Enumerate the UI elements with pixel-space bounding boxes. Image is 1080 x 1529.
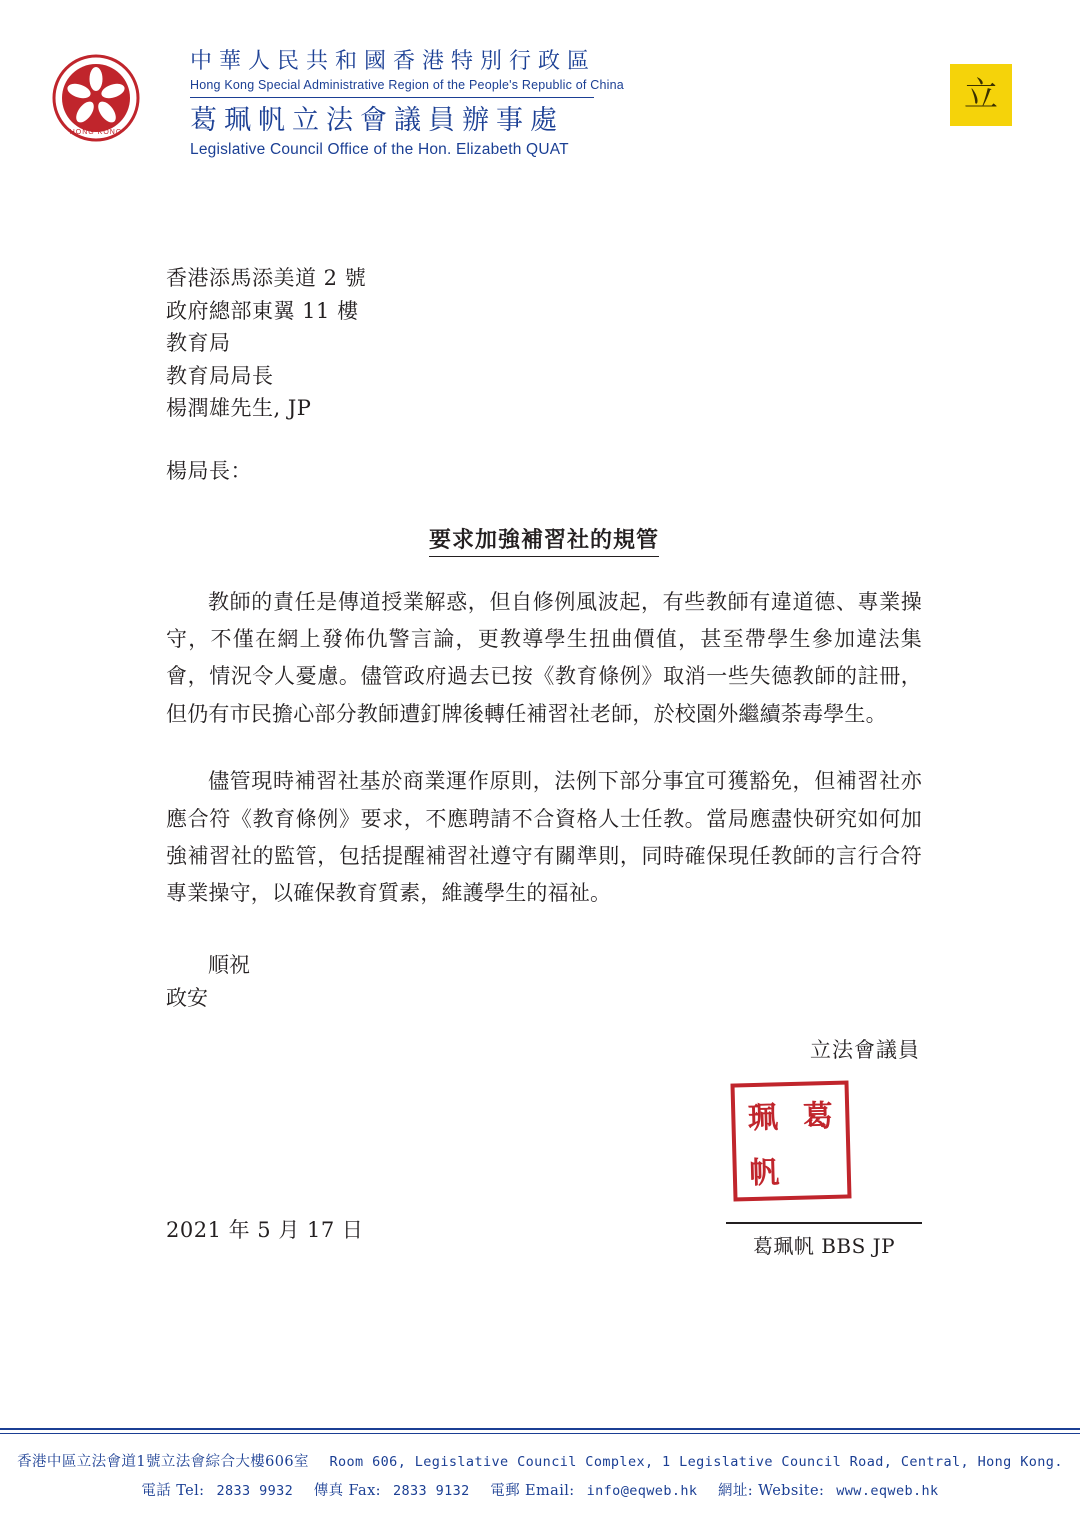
subject-text: 要求加強補習社的規管 (429, 527, 659, 557)
chop-char: 珮 (747, 1099, 779, 1136)
address-line: 香港添馬添美道 2 號 (166, 266, 367, 290)
signature-rule (726, 1222, 922, 1224)
signature-name: 葛珮帆 BBS JP (752, 1233, 896, 1258)
legco-logo-glyph: 立 (964, 75, 998, 115)
footer-email[interactable]: info@eqweb.hk (586, 1483, 698, 1500)
footer-contact-row (0, 1477, 1080, 1507)
signer-title: 立法會議員 (810, 1037, 920, 1062)
footer-fax: 2833 9132 (392, 1483, 470, 1500)
hksar-bauhinia-emblem-icon (52, 54, 140, 142)
letterhead (52, 48, 1032, 188)
org-name-en: Hong Kong Special Administrative Region of the People's Republic of China (190, 77, 624, 92)
footer-contact (0, 1448, 1080, 1507)
closing-line-1: 順祝 (208, 952, 250, 977)
footer-divider-thin (0, 1433, 1080, 1434)
footer-website[interactable]: www.eqweb.hk (836, 1483, 939, 1500)
chop-char: 葛 (802, 1098, 834, 1135)
legco-logo-icon (950, 64, 1012, 126)
chop-char (791, 1139, 847, 1195)
recipient-address (166, 262, 922, 425)
letterhead-divider (190, 97, 594, 99)
paragraph: 儘管現時補習社基於商業運作原則，法例下部分事宜可獲豁免，但補習社亦應合符《教育條例》要求，不應聘請不合資格人士任教。當局應盡快研究如何加強補習社的監管，包括提醒補習社遵守有關準則，同時確保現任教師的言行合符專業操守，以確保教育質素，維護學生的福祉。 (166, 769, 922, 906)
closing (166, 949, 922, 1016)
address-line: 政府總部東翼 11 樓 (166, 298, 359, 323)
letter-body (166, 262, 922, 1282)
paragraph: 教師的責任是傳道授業解惑，但自修例風波起，有些教師有違道德、專業操守，不僅在網上發佈仇警言論，更教導學生扭曲價值，甚至帶學生參加違法集會，情況令人憂慮。儘管政府過去已按《教育條例》取消一些失德教師的註冊，但仍有市民擔心部分教師遭釘牌後轉任補習社老師，於校園外繼續荼毒學生。 (166, 589, 922, 726)
footer-address-en: Room 606, Legislative Council Complex, 1 Legislative Council Road, Central, Hong Kong. (329, 1453, 1063, 1470)
footer-website-label: 網址: Website: (717, 1483, 825, 1500)
red-seal-chop-icon (730, 1080, 851, 1201)
org-name-cn: 中華人民共和國香港特別行政區 (190, 49, 597, 74)
letterhead-text (190, 48, 890, 159)
address-line: 教育局局長 (166, 363, 274, 388)
letter-date: 2021 年 5 月 17 日 (166, 1218, 364, 1242)
chop-char: 帆 (748, 1154, 780, 1191)
address-line: 楊潤雄先生, JP (166, 396, 312, 421)
footer-address-cn: 香港中區立法會道1號立法會綜合大樓606室 (17, 1453, 309, 1470)
salutation: 楊局長： (166, 458, 252, 483)
footer-phone: 2833 9932 (216, 1483, 294, 1500)
address-line: 教育局 (166, 331, 231, 356)
subject-heading (166, 523, 922, 554)
office-name-cn: 葛珮帆立法會議員辦事處 (190, 105, 564, 136)
signature-block (166, 1072, 922, 1282)
svg-text:HONG KONG: HONG KONG (69, 129, 123, 136)
page-footer (0, 1428, 1080, 1529)
closing-line-2: 政安 (166, 986, 208, 1011)
footer-address-row (0, 1448, 1080, 1478)
office-name-en: Legislative Council Office of the Hon. Elizabeth QUAT (190, 141, 569, 159)
footer-fax-label: 傳真 Fax: (313, 1483, 381, 1500)
footer-phone-label: 電話 Tel: (141, 1483, 205, 1500)
footer-divider-thick (0, 1428, 1080, 1430)
footer-email-label: 電郵 Email: (490, 1483, 575, 1500)
